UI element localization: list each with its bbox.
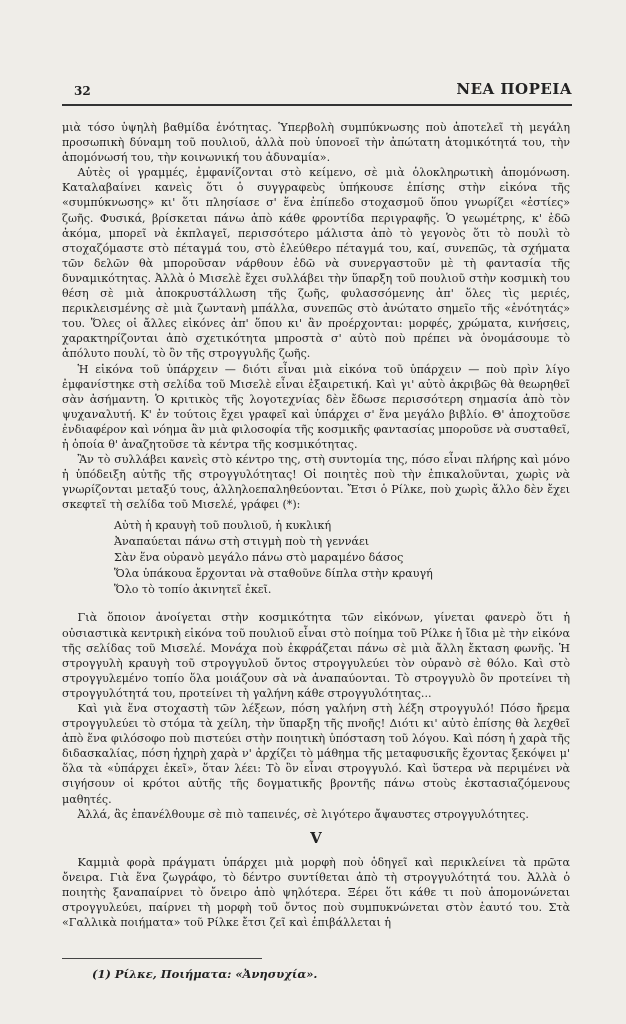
header-rule — [62, 104, 572, 106]
running-title: ΝΕΑ ΠΟΡΕΙΑ — [456, 80, 572, 98]
poem-line: Σὰν ἕνα οὐρανὸ μεγάλο πάνω στὸ μαραμένο δάσος — [114, 551, 404, 565]
poem-quote — [114, 518, 570, 598]
paragraph: Αὐτὲς οἱ γραμμές, ἐμφανίζονται στὸ κείμενο, σὲ μιὰ ὁλοκληρωτικὴ ἀπομόνωση. Καταλαβαίνει κανεὶς ὅτι ὁ συγγραφεὺς ὑπήκουσε ἐπίσης στὴν εἰκόνα τῆς «συμπύκνωσης» κι' ὅτι πλησίασε σ' ἕνα ἐπίπεδο στοχασμοῦ ὅπου γνωρίζει «ἐστίες» ζωῆς. Φυσικά, βρίσκεται πάνω ἀπὸ κάθε φροντίδα περιγραφῆς. Ὁ γεωμέτρης, κ' ἐδῶ ἀκόμα, μπορεῖ νὰ ἐκπλαγεῖ, περισσότερο μάλιστα ἀπὸ τὸ γεγονὸς ὅτι τὸ πουλὶ τὸ στοχαζόμαστε στὸ πέταγμά του, στὸ ἐλεύθερο πέταγμά του, καί, συνεπῶς, τὰ σχήματα τῶν δελῶν θὰ μποροῦσαν νάρθουν ἐδῶ νὰ συνεργαστοῦν μὲ τὴ φαντασία τῆς δυναμικότητας. Ἀλλὰ ὁ Μισελὲ ἔχει συλλάβει τὴν ὕπαρξη τοῦ πουλιοῦ στὴν κοσμικὴ του θέση σὲ μιὰ ἀποκρυστάλλωση τῆς ζωῆς, φυλασσόμενης ἀπ' ὅλες τὶς μεριές, περικλεισμένης σὲ μιὰ ζωντανὴ μπάλλα, συνεπῶς στὸ ἀνώτατο σημεῖο τῆς «ἑνότητάς» του. Ὅλες οἱ ἄλλες εἰκόνες ἀπ' ὅπου κι' ἂν προέρχονται: μορφές, χρώματα, κινήσεις, χαρακτηρίζονται ἀπὸ σχετικότητα μπροστὰ σ' αὐτὸ ποὺ πρέπει νὰ ὀνομάσουμε τὸ ἀπόλυτο πουλί, τὸ ὂν τῆς στρογγυλῆς ζωῆς. — [62, 166, 570, 361]
paragraph: μιὰ τόσο ὑψηλὴ βαθμίδα ἑνότητας. Ὑπερβολὴ συμπύκνωσης ποὺ ἀποτελεῖ τὴ μεγάλη προσωπικὴ δύναμη τοῦ πουλιοῦ, ἀλλὰ ποὺ ὑπονοεῖ τὴν ἀπώτατη ἀτομικότητά του, τὴν ἀπομόνωσή του, τὴν κοινωνική του ἀδυναμία». — [62, 121, 570, 165]
body-text — [62, 120, 570, 930]
footnote-rule — [62, 958, 262, 959]
page-header — [62, 80, 572, 102]
poem-line: Ἀναπαύεται πάνω στὴ στιγμὴ ποὺ τὴ γεννάει — [114, 535, 370, 549]
footnote: (1) Ρίλκε, Ποιήματα: «Ἀνησυχία». — [92, 967, 318, 981]
poem-line: Αὐτὴ ἡ κραυγὴ τοῦ πουλιοῦ, ἡ κυκλική — [114, 519, 332, 533]
paragraph: Ἀλλά, ἂς ἐπανέλθουμε σὲ πιὸ ταπεινές, σὲ λιγότερο ἄψαυστες στρογγυλότητες. — [77, 807, 529, 821]
poem-line: Ὅλο τὸ τοπίο ἀκινητεῖ ἐκεῖ. — [114, 583, 272, 597]
page-number: 32 — [74, 84, 91, 98]
paragraph: Καμμιὰ φορὰ πράγματι ὑπάρχει μιὰ μορφὴ ποὺ ὁδηγεῖ καὶ περικλείνει τὰ πρῶτα ὄνειρα. Γιὰ ἕνα ζωγράφο, τὸ δέντρο συντίθεται ἀπὸ τὴ στρογγυλότητά του. Ἀλλὰ ὁ ποιητὴς ξαναπαίρνει τὸ ὄνειρο ἀπὸ ψηλότερα. Ξέρει ὅτι κάθε τι ποὺ ἀπομονώνεται στρογγυλεύει, παίρνει τὴ μορφὴ τοῦ ὄντος ποὺ συμπυκνώνεται στὸν ἑαυτό του. Στὰ «Γαλλικὰ ποιήματα» τοῦ Ρίλκε ἔτσι ζεῖ καὶ ἐπιβάλλεται ἡ — [62, 855, 570, 930]
paragraph: Ἂν τὸ συλλάβει κανεὶς στὸ κέντρο της, στὴ συντομία της, πόσο εἶναι πλήρης καὶ μόνο ἡ ὑπόδειξη αὐτῆς τῆς στρογγυλότητας! Οἱ ποιητὲς ποὺ τὴν ἐπικαλοῦνται, χωρὶς νὰ γνωρίζονται μεταξύ τους, ἀλληλοεπαληθεύονται. Ἔτσι ὁ Ρίλκε, ποὺ χωρὶς ἄλλο δὲν ἔχει σκεφτεῖ τὴ σελίδα τοῦ Μισελέ, γράφει (*): — [62, 453, 570, 512]
paragraph: Γιὰ ὅποιον ἀνοίγεται στὴν κοσμικότητα τῶν εἰκόνων, γίνεται φανερὸ ὅτι ἡ οὐσιαστικὰ κεντρικὴ εἰκόνα τοῦ πουλιοῦ εἶναι στὸ ποίημα τοῦ Ρίλκε ἡ ἴδια μὲ τὴν εἰκόνα τῆς σελίδας τοῦ Μισελέ. Μονάχα ποὺ ἐκφράζεται πάνω σὲ μιὰ ἄλλη ἔκταση φωνῆς. Ἡ στρογγυλὴ κραυγὴ τοῦ στρογγυλοῦ ὄντος στρογγυλεύει τὸν οὐρανὸ σὲ θόλο. Καὶ στὸ στρογγυλεμένο τοπίο ὅλα μοιάζουν σὰ νὰ ἀναπαύονται. Τὸ στρογγυλὸ ὂν προτείνει τὴ στρογγυλότητά του, προτείνει τὴ γαλήνη κάθε στρογγυλότητας... — [62, 611, 570, 700]
paragraph: Ἡ εἰκόνα τοῦ ὑπάρχειν — διότι εἶναι μιὰ εἰκόνα τοῦ ὑπάρχειν — ποὺ πρὶν λίγο ἐμφανίστηκε στὴ σελίδα τοῦ Μισελὲ εἶναι ἐξαιρετική. Καὶ γι' αὐτὸ ἀκριβῶς θὰ θεωρηθεῖ σὰν ἀσήμαντη. Ὁ κριτικὸς τῆς λογοτεχνίας δὲν ἔδωσε περισσότερη σημασία ἀπὸ τὸν ψυχαναλυτή. Κ' ἐν τούτοις ἔχει γραφεῖ καὶ ὑπάρχει σ' ἕνα μεγάλο βιβλίο. Θ' ἀποχτοῦσε ἐνδιαφέρον καὶ νόημα ἂν μιὰ φιλοσοφία τῆς κοσμικῆς φαντασίας μποροῦσε νὰ συσταθεῖ, ἡ ὁποία θ' ἀναζητοῦσε τὰ κέντρα τῆς κοσμικότητας. — [62, 362, 570, 451]
poem-line: Ὅλα ὑπάκουα ἔρχονται νὰ σταθοῦνε δίπλα στὴν κραυγή — [114, 567, 433, 581]
section-numeral: V — [310, 828, 322, 847]
paragraph: Καὶ γιὰ ἕνα στοχαστὴ τῶν λέξεων, πόση γαλήνη στὴ λέξη στρογγυλό! Πόσο ἤρεμα στρογγυλεύει τὸ στόμα τὰ χείλη, τὴν ὕπαρξη τῆς πνοῆς! Διότι κι' αὐτὸ ἐπίσης θὰ λεχθεῖ ἀπὸ ἕνα φιλόσοφο ποὺ πιστεύει στὴν ποιητικὴ ὑπόσταση τοῦ λόγου. Καὶ πόση ἡ χαρὰ τῆς διδασκαλίας, πόση ἠχηρὴ χαρὰ ν' ἀρχίζει τὸ μάθημα τῆς μεταφυσικῆς ἔχοντας ξεκόψει μ' ὅλα τὰ «ὑπάρχει ἐκεῖ», ὅταν λέει: Τὸ ὂν εἶναι στρογγυλό. Καὶ ὕστερα νὰ περιμένει νὰ σιγήσουν οἱ κρότοι αὐτῆς τῆς δογματικῆς βροντῆς πάνω στοὺς ἐκστασιαζόμενους μαθητές. — [62, 702, 570, 806]
